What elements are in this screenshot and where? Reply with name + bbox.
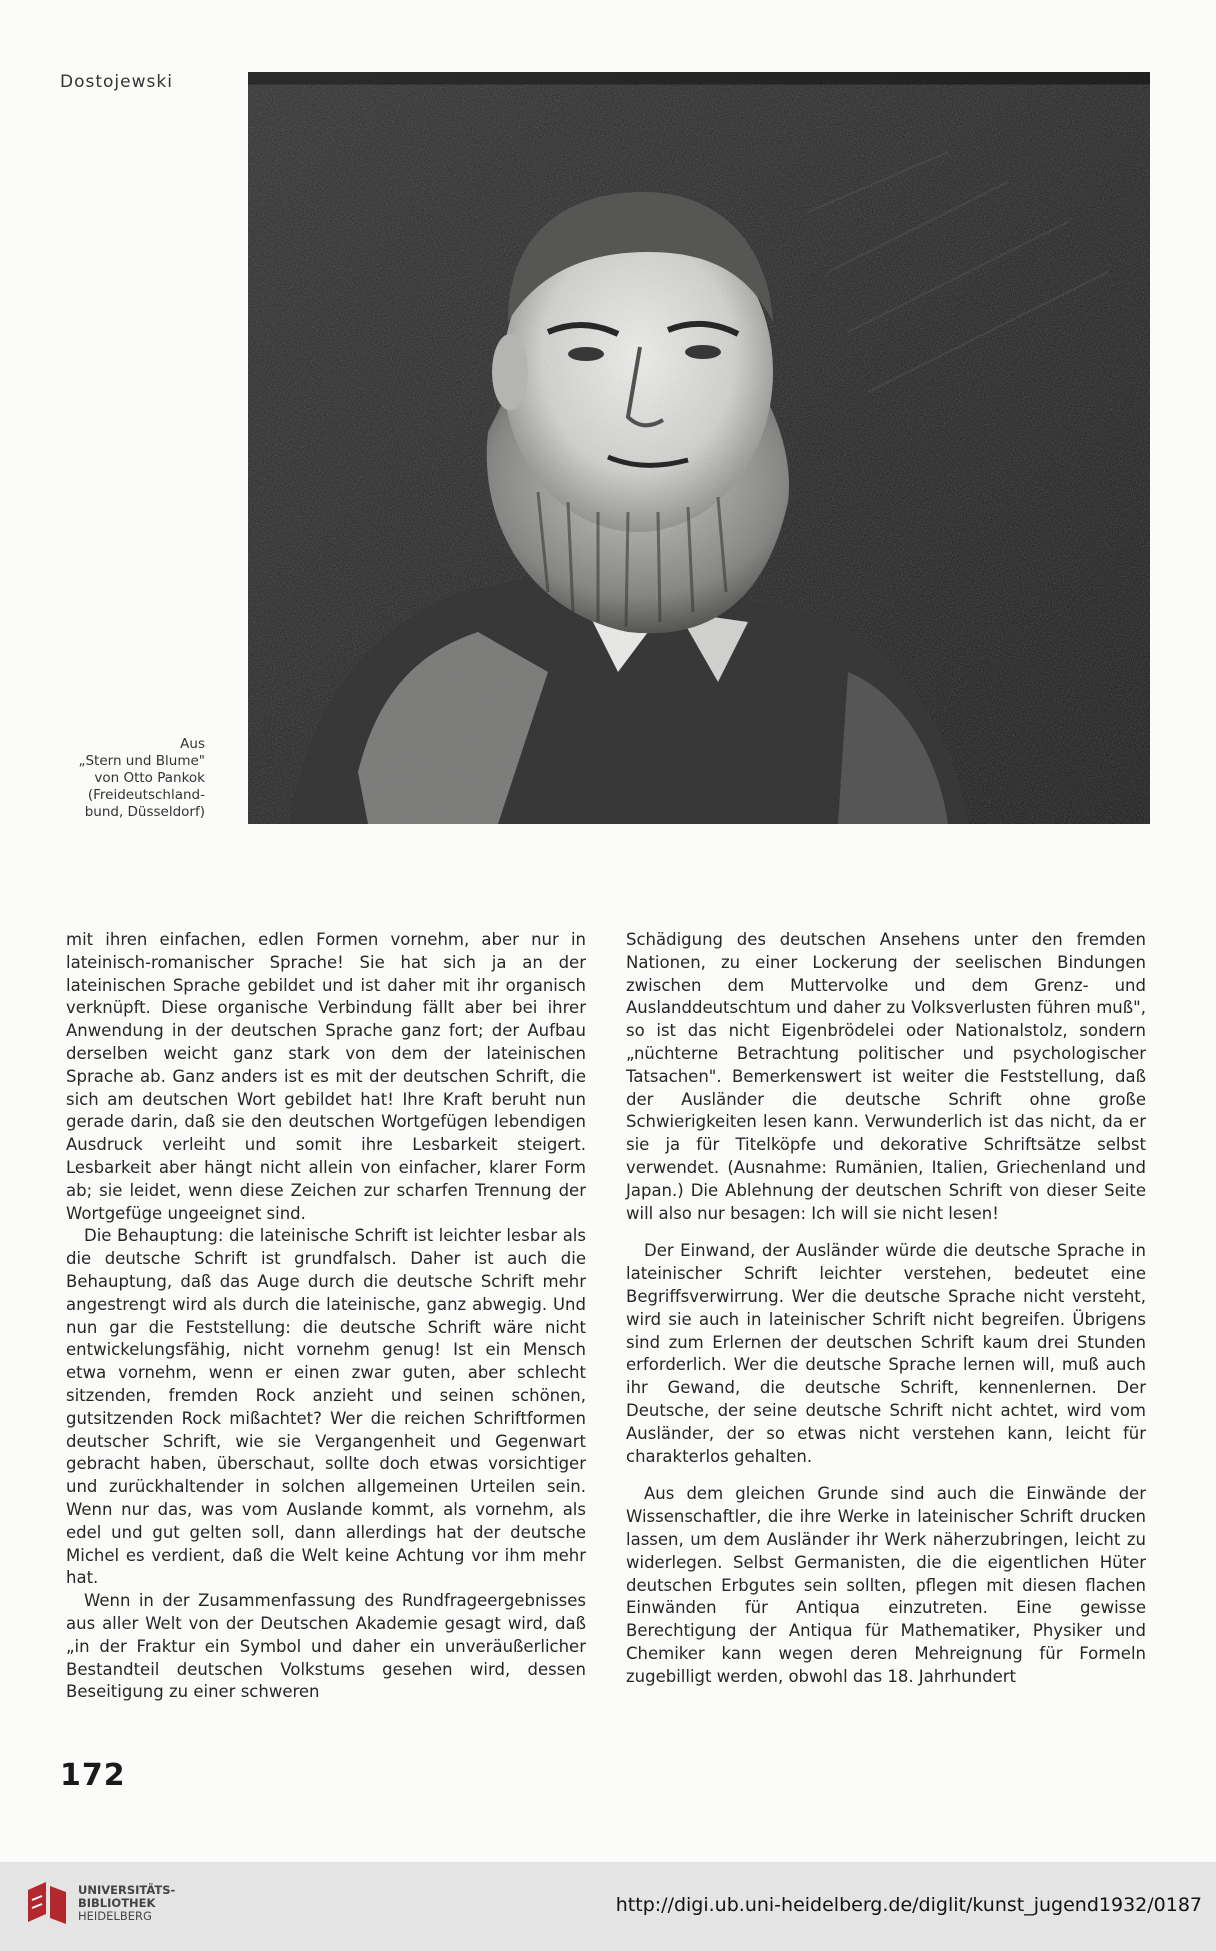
paragraph: Schädigung des deutschen Ansehens unter den fremden Nationen, zu einer Lockerung der seelischen Bindungen zwischen dem Muttervolke und dem Grenz- und Auslanddeutschtum und daher zu Volksverlusten führen muß", so ist das nicht Eigenbrödelei oder Nationalstolz, sondern „nüchterne Betrachtung politischer und psychologischer Tatsachen". Bemerkenswert ist weiter die Feststellung, daß der Ausländer die deutsche Schrift ohne große Schwierigkeiten lesen kann. Verwunderlich ist das nicht, da er sie ja für Titelköpfe und dekorative Schriftsätze selbst verwendet. (Ausnahme: Rumänien, Italien, Griechenland und Japan.) Die Ablehnung der deutschen Schrift von dieser Seite will also nur besagen: Ich will sie nicht lesen! xyxy=(626,930,1146,1223)
library-name-line: HEIDELBERG xyxy=(78,1909,152,1923)
source-url-link[interactable]: http://digi.ub.uni-heidelberg.de/diglit/kunst_jugend1932/0187 xyxy=(615,1894,1202,1916)
caption-line: „Stern und Blume" xyxy=(78,753,205,769)
paragraph: Die Behauptung: die lateinische Schrift ist leichter lesbar als die deutsche Schrift ist grundfalsch. Daher ist auch die Behauptung, daß das Auge durch die deutsche Schrift mehr angestrengt wird als durch die lateinische, ganz abwegig. Und nun gar die Feststellung: die deutsche Schrift wäre nicht entwickelungsfähig, nicht vornehm genug! Ist ein Mensch etwa vornehm, wenn er einen zwar guten, aber schlecht sitzenden, fremden Rock anzieht und seinen schönen, gutsitzenden Rock mißachtet? Wer die reichen Schriftformen deutscher Schrift, wie sie Vergangenheit und Gegenwart gebracht haben, überschaut, sollte doch etwas vorsichtiger und zurückhaltender in solchen allgemeinen Urteilen sein. Wenn nur das, was vom Auslande kommt, als vornehm, als edel und gut gelten soll, dann allerdings hat der deutsche Michel es verdient, daß die Welt keine Achtung vor ihm mehr hat. xyxy=(66,1226,586,1588)
text-column-left xyxy=(66,929,586,1704)
caption-line: von Otto Pankok xyxy=(94,770,205,786)
portrait-illustration xyxy=(248,72,1150,824)
university-library-logo-icon[interactable] xyxy=(22,1878,72,1930)
paragraph: mit ihren einfachen, edlen Formen vornehm, aber nur in lateinisch-romanischer Sprache! Sie hat sich ja an der lateinischen Sprache gebildet und ist daher mit ihr organisch verknüpft. Diese organische Verbindung fällt aber bei ihrer Anwendung in der deutschen Sprache ganz fort; der Aufbau derselben weicht ganz stark von dem der lateinischen Sprache ab. Ganz anders ist es mit der deutschen Schrift, die sich am deutschen Wort gebildet hat! Ihre Kraft beruht nun gerade darin, daß sie den deutschen Wortgefügen lebendigen Ausdruck verleiht und somit ihre Lesbarkeit steigert. Lesbarkeit aber hängt nicht allein von einfacher, klarer Form ab; sie leidet, wenn diese Zeichen zur scharfen Trennung der Wortgefüge ungeeignet sind. xyxy=(66,930,586,1223)
caption-line: Aus xyxy=(180,736,205,752)
paragraph: Aus dem gleichen Grunde sind auch die Einwände der Wissenschaftler, die ihre Werke in lateinischer Schrift drucken lassen, um dem Ausländer ihr Werk näherzubringen, leicht zu widerlegen. Selbst Germanisten, die die eigentlichen Hüter deutschen Erbgutes sein sollten, pflegen mit diesen flachen Einwänden für Antiqua einzutreten. Eine gewisse Berechtigung der Antiqua für Mathematiker, Physiker und Chemiker kann wegen deren Mehreignung für Formeln zugebilligt werden, obwohl das 18. Jahrhundert xyxy=(626,1484,1146,1686)
portrait-drawing xyxy=(248,72,1150,824)
page-number: 172 xyxy=(60,1758,126,1793)
caption-line: bund, Düsseldorf) xyxy=(84,804,205,820)
library-name-line: UNIVERSITÄTS- xyxy=(78,1883,176,1897)
viewer-footer xyxy=(0,1862,1216,1951)
paragraph: Wenn in der Zusammenfassung des Rundfrageergebnisses aus aller Welt von der Deutschen Akademie gesagt wird, daß „in der Fraktur ein Symbol und daher ein unveräußerlicher Bestandteil deutschen Volkstums gesehen wird, dessen Beseitigung zu einer schweren xyxy=(66,1591,586,1702)
library-name[interactable] xyxy=(78,1884,175,1923)
caption-line: (Freideutschland- xyxy=(87,787,205,803)
page-header-title: Dostojewski xyxy=(60,72,173,92)
figure-caption xyxy=(40,736,205,821)
text-column-right xyxy=(626,929,1146,1689)
library-name-line: BIBLIOTHEK xyxy=(78,1896,156,1910)
paragraph: Der Einwand, der Ausländer würde die deutsche Sprache in lateinischer Schrift leichter verstehen, bedeutet eine Begriffsverwirrung. Wer die deutsche Sprache nicht versteht, wird sie auch in lateinischer Schrift nicht begreifen. Übrigens sind zum Erlernen der deutschen Schrift kaum drei Stunden erforderlich. Wer die deutsche Sprache lernen will, muß auch ihr Gewand, die deutsche Schrift, kennenlernen. Der Deutsche, der seine deutsche Schrift nicht achtet, wird vom Ausländer, der so etwas nicht verstehen kann, leicht für charakterlos gehalten. xyxy=(626,1241,1146,1466)
